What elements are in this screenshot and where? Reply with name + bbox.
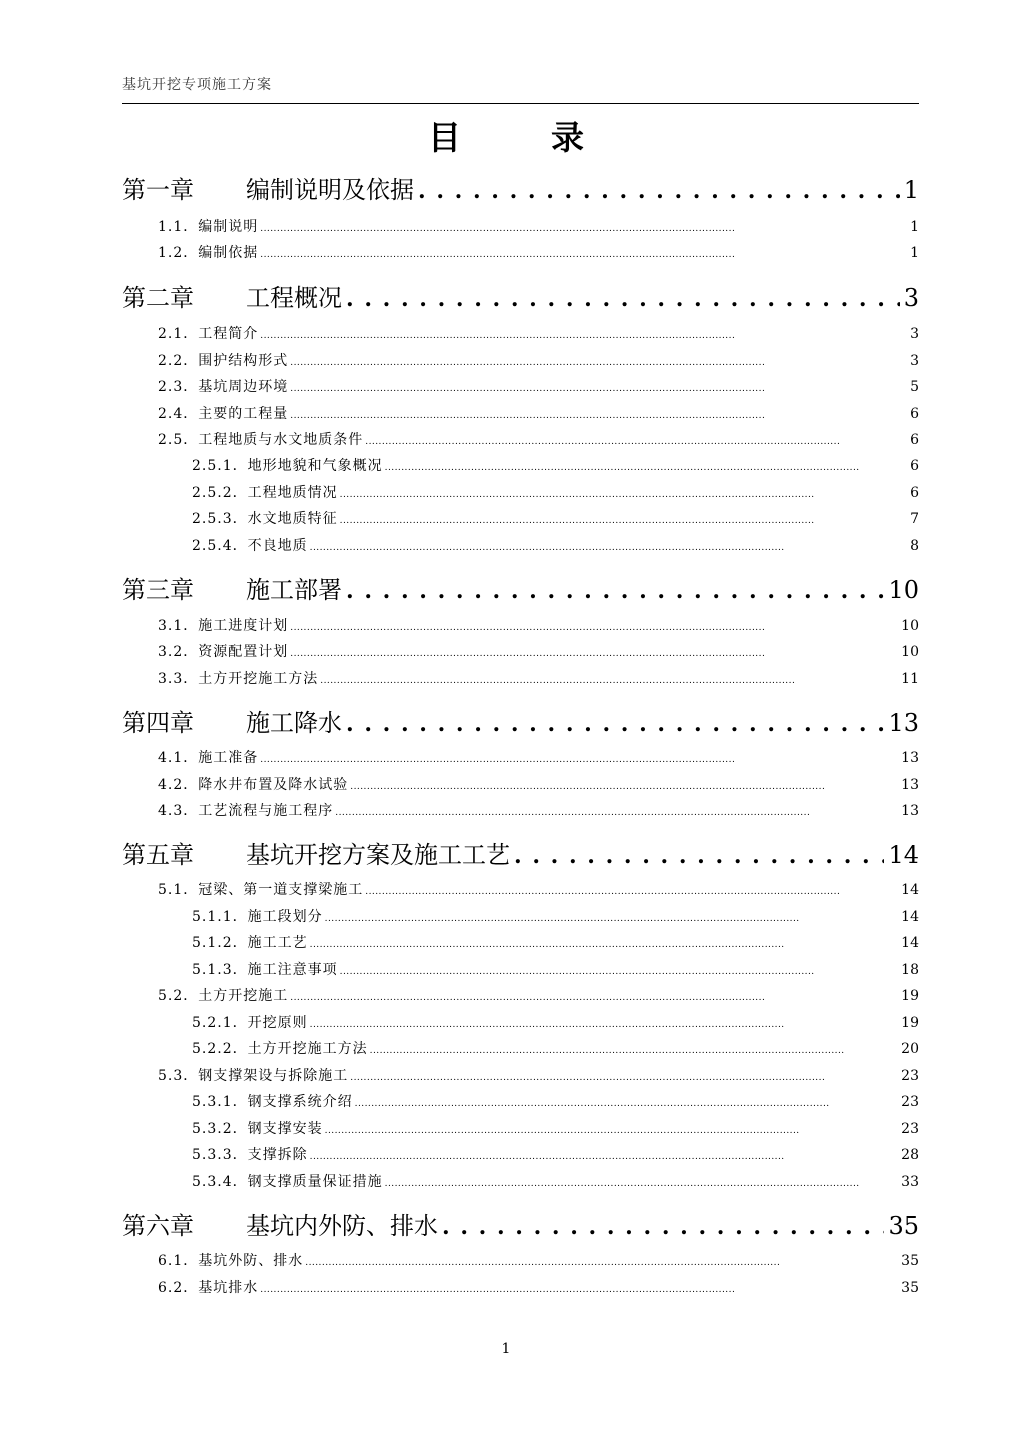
toc-entry-page: 3 — [903, 284, 919, 312]
toc-entry-title: 不良地质 — [247, 538, 308, 554]
running-header-title: 基坑开挖专项施工方案 — [122, 77, 272, 93]
dot-leader — [514, 843, 884, 869]
dot-leader — [290, 358, 908, 368]
toc-entry-number: 2.5.2． — [192, 485, 248, 501]
toc-entry-number: 5.3． — [158, 1068, 199, 1084]
toc-entry-number: 2.3． — [158, 379, 199, 395]
toc-entry-page: 1 — [910, 219, 919, 235]
toc-entry-page: 14 — [901, 882, 919, 898]
toc-subsection-entry[interactable] — [122, 959, 919, 979]
toc-subsection-entry[interactable] — [122, 1171, 919, 1191]
toc-entry-number: 4.2． — [158, 777, 199, 793]
dot-leader — [325, 914, 900, 924]
toc-entry-number: 5.3.4． — [192, 1174, 248, 1190]
toc-subsection-entry[interactable] — [122, 1118, 919, 1138]
toc-entry-number: 5.1.2． — [192, 935, 248, 951]
toc-chapter-entry[interactable] — [122, 278, 919, 313]
toc-chapter-entry[interactable] — [122, 1206, 919, 1241]
toc-entry-page: 1 — [903, 176, 919, 204]
toc-entry-number: 5.1． — [158, 882, 199, 898]
toc-entry-number: 4.1． — [158, 750, 199, 766]
toc-section-entry[interactable] — [122, 774, 919, 794]
toc-entry-title: 基坑排水 — [198, 1280, 259, 1296]
toc-entry-title: 钢支撑安装 — [247, 1121, 323, 1137]
toc-section-entry[interactable] — [122, 879, 919, 899]
dot-leader — [305, 1258, 899, 1268]
toc-entry-number: 5.3.2． — [192, 1121, 248, 1137]
toc-entry-page: 6 — [910, 432, 919, 448]
toc-chapter-entry[interactable] — [122, 570, 919, 605]
toc-subsection-entry[interactable] — [122, 1144, 919, 1164]
toc-entry-title: 基坑内外防、排水 — [246, 1212, 438, 1240]
toc-entry-page: 35 — [888, 1212, 919, 1240]
dot-leader — [290, 993, 899, 1003]
dot-leader — [365, 887, 899, 897]
toc-entry-page: 14 — [901, 909, 919, 925]
toc-entry-page: 33 — [901, 1174, 919, 1190]
toc-entry-number: 5.3.1． — [192, 1094, 248, 1110]
toc-entry-number: 2.5． — [158, 432, 199, 448]
toc-chapter-entry[interactable] — [122, 703, 919, 738]
toc-entry-page: 19 — [901, 988, 919, 1004]
toc-subsection-entry[interactable] — [122, 535, 919, 555]
toc-subsection-entry[interactable] — [122, 1091, 919, 1111]
toc-entry-title: 施工工艺 — [247, 935, 308, 951]
toc-entry-title: 工程概况 — [246, 284, 342, 312]
toc-entry-title: 围护结构形式 — [198, 353, 289, 369]
toc-entry-number: 4.3． — [158, 803, 199, 819]
toc-entry-page: 23 — [901, 1094, 919, 1110]
toc-section-entry[interactable] — [122, 1250, 919, 1270]
toc-entry-title: 土方开挖施工方法 — [198, 671, 319, 687]
toc-entry-number: 1.1． — [158, 219, 199, 235]
toc-section-entry[interactable] — [122, 350, 919, 370]
toc-subsection-entry[interactable] — [122, 906, 919, 926]
toc-entry-page: 14 — [901, 935, 919, 951]
toc-entry-title: 基坑周边环境 — [198, 379, 289, 395]
toc-entry-number: 2.2． — [158, 353, 199, 369]
dot-leader — [355, 1099, 900, 1109]
dot-leader — [346, 711, 884, 737]
dot-leader — [442, 1214, 884, 1240]
toc-entry-number: 第一章 — [122, 176, 194, 204]
dot-leader — [260, 224, 908, 234]
toc-subsection-entry[interactable] — [122, 1012, 919, 1032]
toc-entry-page: 28 — [901, 1147, 919, 1163]
toc-title: 目录 — [428, 118, 674, 157]
dot-leader — [310, 1020, 900, 1030]
toc-entry-page: 11 — [901, 671, 919, 687]
toc-section-entry[interactable] — [122, 242, 919, 262]
toc-entry-number: 3.1． — [158, 618, 199, 634]
toc-entry-title: 工艺流程与施工程序 — [198, 803, 334, 819]
toc-entry-title: 工程简介 — [198, 326, 259, 342]
toc-entry-title: 施工降水 — [246, 709, 342, 737]
toc-entry-title: 工程地质与水文地质条件 — [198, 432, 364, 448]
toc-entry-number: 5.1.1． — [192, 909, 248, 925]
toc-entry-number: 2.5.3． — [192, 511, 248, 527]
toc-entry-page: 6 — [910, 458, 919, 474]
toc-entry-page: 8 — [910, 538, 919, 554]
toc-entry-number: 2.5.1． — [192, 458, 248, 474]
toc-entry-page: 35 — [901, 1253, 919, 1269]
toc-section-entry[interactable] — [122, 376, 919, 396]
toc-entry-page: 35 — [901, 1280, 919, 1296]
toc-entry-number: 5.3.3． — [192, 1147, 248, 1163]
toc-entry-title: 编制说明及依据 — [246, 176, 414, 204]
dot-leader — [350, 782, 899, 792]
toc-entry-title: 钢支撑系统介绍 — [247, 1094, 353, 1110]
toc-entry-title: 地形地貌和气象概况 — [247, 458, 383, 474]
toc-entry-number: 5.2． — [158, 988, 199, 1004]
toc-entry-page: 14 — [888, 841, 919, 869]
toc-section-entry[interactable] — [122, 641, 919, 661]
dot-leader — [290, 411, 908, 421]
toc-entry-number: 6.1． — [158, 1253, 199, 1269]
dot-leader — [340, 490, 908, 500]
toc-entry-number: 第三章 — [122, 576, 194, 604]
toc-section-entry[interactable] — [122, 747, 919, 767]
toc-entry-title: 施工段划分 — [247, 909, 323, 925]
dot-leader — [335, 808, 899, 818]
toc-entry-title: 土方开挖施工 — [198, 988, 289, 1004]
dot-leader — [310, 1152, 900, 1162]
toc-entry-title: 土方开挖施工方法 — [247, 1041, 368, 1057]
toc-section-entry[interactable] — [122, 615, 919, 635]
dot-leader — [346, 286, 900, 312]
dot-leader — [290, 623, 899, 633]
dot-leader — [350, 1073, 899, 1083]
toc-section-entry[interactable] — [122, 216, 919, 236]
toc-subsection-entry[interactable] — [122, 932, 919, 952]
toc-entry-number: 3.3． — [158, 671, 199, 687]
dot-leader — [290, 649, 899, 659]
dot-leader — [385, 1179, 900, 1189]
toc-section-entry[interactable] — [122, 668, 919, 688]
toc-subsection-entry[interactable] — [122, 455, 919, 475]
toc-entry-title: 施工准备 — [198, 750, 259, 766]
toc-entry-number: 6.2． — [158, 1280, 199, 1296]
toc-entry-number: 5.2.1． — [192, 1015, 248, 1031]
toc-entry-page: 13 — [901, 750, 919, 766]
toc-entry-title: 编制依据 — [198, 245, 259, 261]
toc-entry-page: 13 — [901, 777, 919, 793]
toc-entry-title: 主要的工程量 — [198, 406, 289, 422]
toc-section-entry[interactable] — [122, 1065, 919, 1085]
dot-leader — [340, 967, 900, 977]
dot-leader — [385, 463, 908, 473]
toc-entry-number: 第二章 — [122, 284, 194, 312]
toc-entry-title: 编制说明 — [198, 219, 259, 235]
toc-entry-title: 施工注意事项 — [247, 962, 338, 978]
toc-subsection-entry[interactable] — [122, 1038, 919, 1058]
toc-section-entry[interactable] — [122, 800, 919, 820]
toc-entry-page: 13 — [901, 803, 919, 819]
toc-entry-page: 3 — [910, 353, 919, 369]
dot-leader — [320, 676, 899, 686]
toc-entry-page: 23 — [901, 1121, 919, 1137]
toc-entry-title: 开挖原则 — [247, 1015, 308, 1031]
toc-entry-page: 1 — [910, 245, 919, 261]
toc-entry-title: 支撑拆除 — [247, 1147, 308, 1163]
toc-entry-page: 5 — [910, 379, 919, 395]
toc-entry-title: 施工进度计划 — [198, 618, 289, 634]
toc-entry-page: 10 — [901, 618, 919, 634]
toc-entry-title: 工程地质情况 — [247, 485, 338, 501]
dot-leader — [370, 1046, 900, 1056]
toc-entry-number: 第六章 — [122, 1212, 194, 1240]
dot-leader — [290, 384, 908, 394]
toc-entry-number: 2.5.4． — [192, 538, 248, 554]
toc-section-entry[interactable] — [122, 403, 919, 423]
toc-entry-page: 18 — [901, 962, 919, 978]
toc-entry-page: 6 — [910, 485, 919, 501]
toc-entry-number: 第四章 — [122, 709, 194, 737]
dot-leader — [340, 516, 908, 526]
toc-entry-number: 2.4． — [158, 406, 199, 422]
header-divider — [122, 103, 919, 104]
dot-leader — [346, 578, 884, 604]
toc-entry-number: 5.2.2． — [192, 1041, 248, 1057]
toc-entry-page: 10 — [888, 576, 919, 604]
toc-section-entry[interactable] — [122, 1277, 919, 1297]
dot-leader — [325, 1126, 900, 1136]
toc-entry-number: 2.1． — [158, 326, 199, 342]
dot-leader — [310, 940, 900, 950]
toc-entry-title: 钢支撑架设与拆除施工 — [198, 1068, 349, 1084]
dot-leader — [260, 755, 899, 765]
toc-entry-title: 基坑外防、排水 — [198, 1253, 304, 1269]
toc-entry-page: 13 — [888, 709, 919, 737]
toc-entry-title: 基坑开挖方案及施工工艺 — [246, 841, 510, 869]
toc-subsection-entry[interactable] — [122, 482, 919, 502]
dot-leader — [260, 331, 908, 341]
toc-entry-number: 1.2． — [158, 245, 199, 261]
toc-chapter-entry[interactable] — [122, 835, 919, 870]
toc-entry-number: 第五章 — [122, 841, 194, 869]
toc-entry-page: 10 — [901, 644, 919, 660]
toc-entry-page: 7 — [910, 511, 919, 527]
toc-entry-title: 水文地质特征 — [247, 511, 338, 527]
toc-entry-page: 19 — [901, 1015, 919, 1031]
dot-leader — [310, 543, 908, 553]
toc-entry-page: 20 — [901, 1041, 919, 1057]
toc-entry-page: 23 — [901, 1068, 919, 1084]
dot-leader — [260, 1285, 899, 1295]
toc-entry-title: 钢支撑质量保证措施 — [247, 1174, 383, 1190]
toc-entry-number: 3.2． — [158, 644, 199, 660]
toc-entry-title: 施工部署 — [246, 576, 342, 604]
dot-leader — [365, 437, 908, 447]
toc-section-entry[interactable] — [122, 323, 919, 343]
toc-entry-title: 冠梁、第一道支撑梁施工 — [198, 882, 364, 898]
toc-entry-page: 3 — [910, 326, 919, 342]
dot-leader — [418, 178, 900, 204]
footer-page-number: 1 — [501, 1341, 511, 1357]
dot-leader — [260, 250, 908, 260]
toc-entry-title: 资源配置计划 — [198, 644, 289, 660]
toc-entry-page: 6 — [910, 406, 919, 422]
toc-section-entry[interactable] — [122, 429, 919, 449]
toc-entry-title: 降水井布置及降水试验 — [198, 777, 349, 793]
toc-entry-number: 5.1.3． — [192, 962, 248, 978]
toc-section-entry[interactable] — [122, 985, 919, 1005]
toc-subsection-entry[interactable] — [122, 508, 919, 528]
toc-chapter-entry[interactable] — [122, 170, 919, 205]
